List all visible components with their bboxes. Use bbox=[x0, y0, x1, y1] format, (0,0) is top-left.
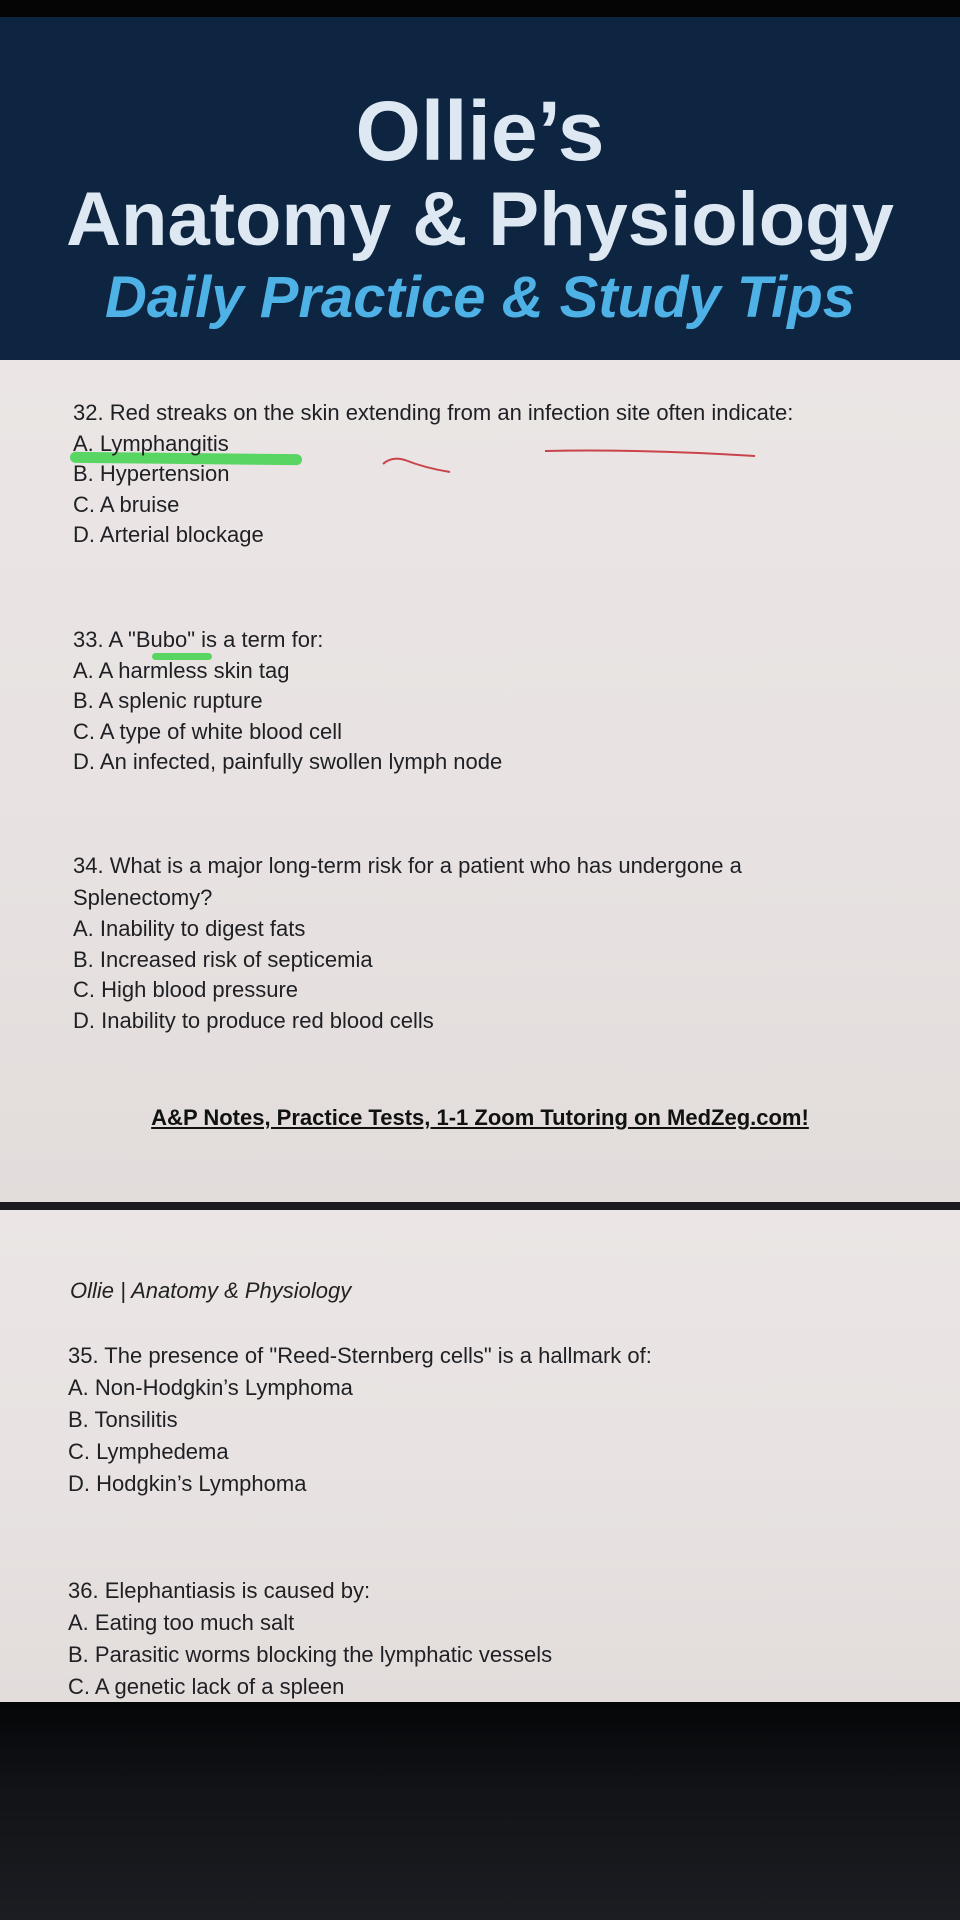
dark-background-area bbox=[0, 1702, 960, 1920]
option-a: A. Inability to digest fats bbox=[73, 916, 306, 941]
option-c: C. A type of white blood cell bbox=[73, 718, 343, 744]
option-b: B. Tonsilitis bbox=[68, 1407, 178, 1432]
question-35 bbox=[68, 1340, 908, 1500]
worksheet-page-1 bbox=[0, 360, 960, 1202]
page-divider bbox=[0, 1202, 960, 1210]
question-stem: 33. A "Bubo" is a term for: bbox=[73, 627, 324, 652]
option-c: C. A genetic lack of a spleen bbox=[68, 1674, 345, 1699]
banner-subtitle: Daily Practice & Study Tips bbox=[105, 265, 855, 330]
option-c: C. High blood pressure bbox=[73, 977, 299, 1002]
option-b: B. Parasitic worms blocking the lymphatic vessels bbox=[68, 1642, 553, 1667]
title-banner bbox=[0, 17, 960, 360]
question-36 bbox=[68, 1575, 908, 1702]
option-d: D. An infected, painfully swollen lymph node bbox=[73, 749, 503, 774]
option-a: A. Non-Hodgkin’s Lymphoma bbox=[68, 1375, 353, 1400]
option-a: A. A harmless skin tag bbox=[73, 657, 290, 683]
question-stem: 36. Elephantiasis is caused by: bbox=[68, 1578, 371, 1603]
option-d: D. Inability to produce red blood cells bbox=[73, 1007, 434, 1033]
option-d: D. Hodgkin’s Lymphoma bbox=[68, 1471, 307, 1496]
option-d: D. Arterial blockage bbox=[73, 522, 264, 547]
option-b: B. Hypertension bbox=[73, 461, 230, 486]
title-line-2: Anatomy & Physiology bbox=[66, 177, 894, 262]
promo-link[interactable]: A&P Notes, Practice Tests, 1-1 Zoom Tutoring on MedZeg.com! bbox=[151, 1105, 809, 1130]
option-b: B. A splenic rupture bbox=[73, 688, 263, 713]
question-34 bbox=[73, 850, 913, 1036]
question-33 bbox=[73, 625, 913, 778]
option-c: C. Lymphedema bbox=[68, 1439, 229, 1464]
question-stem: 34. What is a major long-term risk for a patient who has undergone a Splenectomy? bbox=[73, 853, 742, 910]
option-a: A. Eating too much salt bbox=[68, 1610, 295, 1635]
question-stem: 35. The presence of "Reed-Sternberg cells" is a hallmark of: bbox=[68, 1343, 652, 1368]
option-c: C. A bruise bbox=[73, 491, 180, 517]
top-black-strip bbox=[0, 0, 960, 17]
option-a: A. Lymphangitis bbox=[73, 430, 229, 456]
worksheet-page-2 bbox=[0, 1210, 960, 1702]
question-32 bbox=[73, 398, 913, 551]
option-b: B. Increased risk of septicemia bbox=[73, 946, 373, 972]
title-line-1: Ollie’s bbox=[355, 84, 605, 178]
page-subtitle: Ollie | Anatomy & Physiology bbox=[70, 1278, 352, 1303]
question-stem: 32. Red streaks on the skin extending from an infection site often indicate: bbox=[73, 400, 794, 425]
